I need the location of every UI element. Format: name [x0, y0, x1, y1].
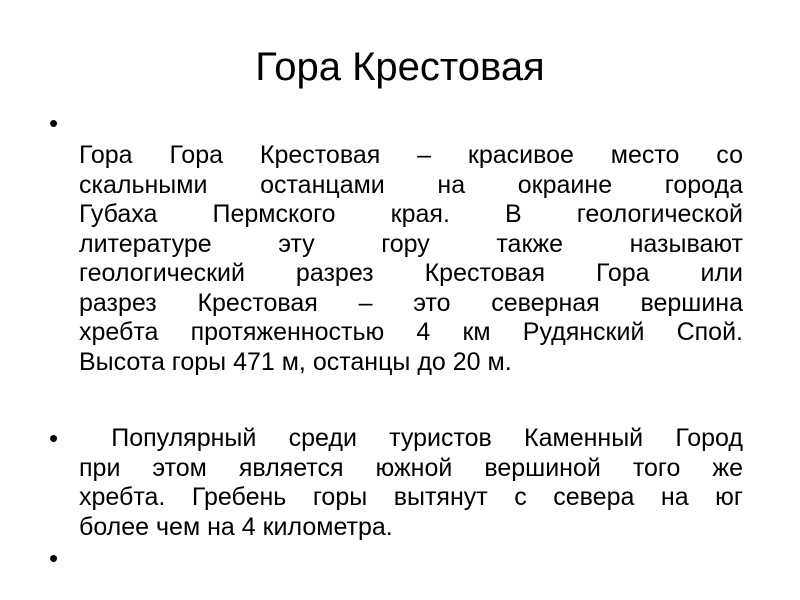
paragraph-line: скальными останцами на окраине города	[79, 170, 743, 199]
paragraph-line: при этом является южной вершиной того же	[79, 453, 743, 482]
paragraph-line: хребта. Гребень горы вытянут с севера на юг	[79, 483, 743, 511]
paragraph-line: геологический разрез Крестовая Гора или	[79, 259, 743, 287]
slide-title: Гора Крестовая	[255, 45, 545, 89]
paragraph-line: хребта протяженностью 4 км Рудянский Спой.	[79, 318, 743, 346]
paragraph-line: Популярный среди туристов Каменный Город	[79, 424, 743, 452]
paragraph-line: литературе эту гору также называют	[79, 229, 743, 258]
bullet-marker: •	[49, 543, 59, 573]
bullet-marker: •	[49, 108, 59, 138]
paragraph-2	[79, 424, 743, 542]
bullet-marker: •	[49, 423, 59, 453]
paragraph-line: Высота горы 471 м, останцы до 20 м.	[79, 347, 512, 376]
paragraph-line: более чем на 4 километра.	[79, 512, 393, 541]
paragraph-line: Гора Гора Крестовая – красивое место со	[79, 141, 743, 169]
paragraph-line: разрез Крестовая – это северная вершина	[79, 288, 743, 317]
paragraph-1	[79, 141, 743, 377]
paragraph-line: Губаха Пермского края. В геологической	[79, 200, 743, 228]
